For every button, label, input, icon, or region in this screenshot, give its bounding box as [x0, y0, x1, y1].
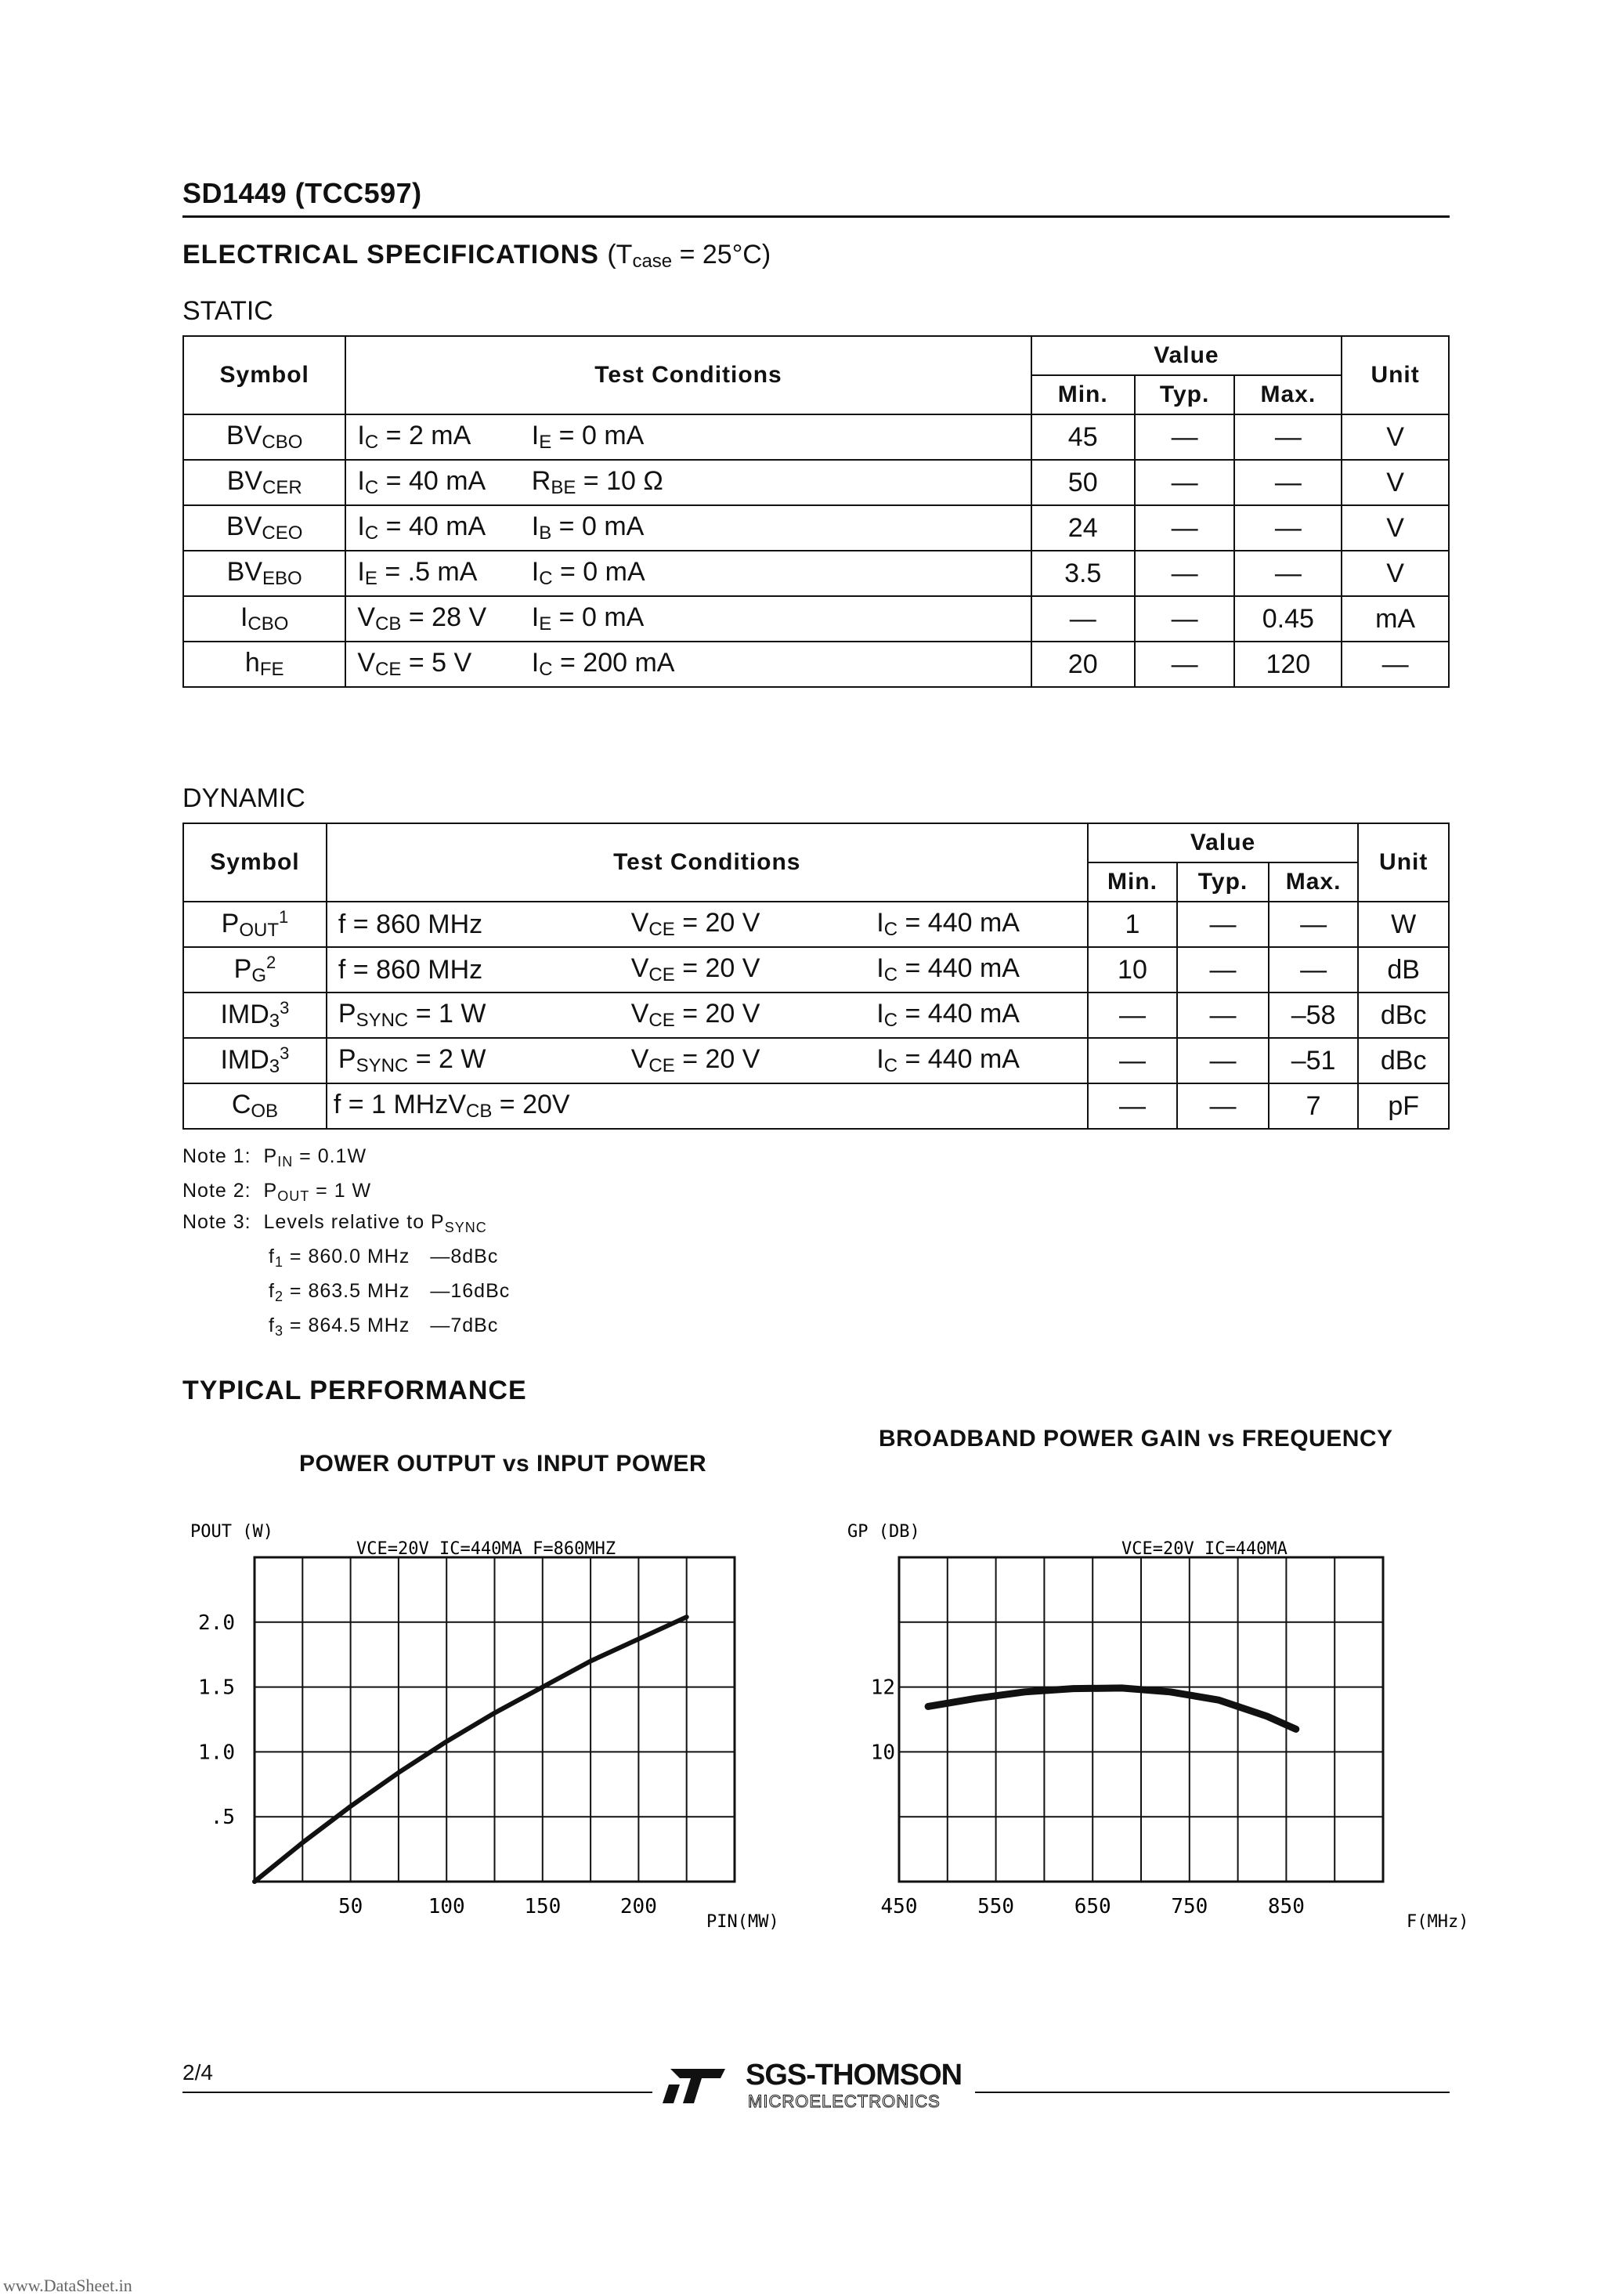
- x-tick-label: 750: [1171, 1895, 1208, 1918]
- y-tick-label: 1.5: [198, 1676, 235, 1700]
- condition-3-cell: $I_C = 440$ mA: [865, 993, 1087, 1038]
- condition-2-cell: $I_C = 0$ mA: [521, 551, 1031, 596]
- min-cell: —: [1088, 1083, 1178, 1129]
- header-test-conditions: Test Conditions: [345, 336, 1031, 414]
- max-cell: —: [1234, 414, 1342, 460]
- max-cell: —: [1269, 902, 1359, 947]
- unit-cell: mA: [1342, 596, 1449, 642]
- y-tick-label: 1.0: [198, 1741, 235, 1765]
- condition-2-cell: $V_{CE} = 20$ V: [620, 1038, 866, 1083]
- min-cell: 3.5: [1031, 551, 1135, 596]
- note-1: Note 1: $P_{IN} = 0.1W$: [182, 1145, 367, 1170]
- symbol-cell: $P_{OUT}^1$: [183, 902, 327, 947]
- brand-subtitle: MICROELECTRONICS: [748, 2092, 941, 2111]
- case-temperature-condition: $(T_{case} = 25^\circ C)$: [607, 240, 771, 272]
- unit-cell: V: [1342, 505, 1449, 551]
- condition-3-cell: $I_C = 440$ mA: [865, 1038, 1087, 1083]
- x-tick-label: 50: [338, 1895, 363, 1918]
- header-max: Max.: [1234, 375, 1342, 414]
- condition-2-cell: $R_{BE} = 10$ Ω: [521, 460, 1031, 505]
- unit-cell: V: [1342, 551, 1449, 596]
- max-cell: 120: [1234, 642, 1342, 687]
- header-unit: Unit: [1342, 336, 1449, 414]
- min-cell: —: [1088, 993, 1178, 1038]
- header-symbol: Symbol: [183, 823, 327, 902]
- y-axis-label: GP (DB): [847, 1522, 920, 1542]
- condition-2-cell: $V_{CE} = 20$ V: [620, 902, 866, 947]
- unit-cell: W: [1358, 902, 1449, 947]
- min-cell: —: [1088, 1038, 1178, 1083]
- max-cell: —: [1234, 460, 1342, 505]
- page-number: 2/4: [182, 2060, 213, 2084]
- condition-1-cell: $V_{CB} = 28$ V: [345, 596, 520, 642]
- x-tick-label: 650: [1074, 1895, 1111, 1918]
- unit-cell: V: [1342, 460, 1449, 505]
- footer-rule-right: [975, 2092, 1450, 2093]
- condition-1-cell: $V_{CE} = 5$ V: [345, 642, 520, 687]
- symbol-cell: $IMD_3^3$: [183, 993, 327, 1038]
- symbol-cell: $BV_{CEO}$: [183, 505, 345, 551]
- x-axis-label: F(MHz): [1407, 1912, 1469, 1932]
- unit-cell: dBc: [1358, 1038, 1449, 1083]
- condition-1-cell: $I_C = 40$ mA: [345, 460, 520, 505]
- typ-cell: —: [1177, 902, 1269, 947]
- unit-cell: V: [1342, 414, 1449, 460]
- typical-performance-heading: TYPICAL PERFORMANCE: [182, 1376, 527, 1405]
- condition-2-cell: $V_{CE} = 20$ V: [620, 993, 866, 1038]
- condition-2-cell: $I_E = 0$ mA: [521, 596, 1031, 642]
- chart-annotation: VCE=20V IC=440MA: [1121, 1539, 1288, 1559]
- typ-cell: —: [1135, 460, 1235, 505]
- typ-cell: —: [1135, 414, 1235, 460]
- condition-1-cell: $I_E = .5$ mA: [345, 551, 520, 596]
- series-line: [928, 1688, 1296, 1730]
- document-title: SD1449 (TCC597): [182, 177, 422, 209]
- symbol-cell: $h_{FE}$: [183, 642, 345, 687]
- unit-cell: —: [1342, 642, 1449, 687]
- chart-annotation: VCE=20V IC=440MA F=860MHZ: [356, 1539, 616, 1559]
- condition-2-cell: $I_C = 200$ mA: [521, 642, 1031, 687]
- chart-1-title: POWER OUTPUT vs INPUT POWER: [299, 1451, 707, 1477]
- header-max: Max.: [1269, 862, 1359, 902]
- x-tick-label: 200: [619, 1895, 657, 1918]
- brand-name: SGS-THOMSON: [746, 2059, 962, 2092]
- typ-cell: —: [1177, 947, 1269, 993]
- header-value: Value: [1088, 823, 1359, 862]
- series-line: [255, 1617, 687, 1882]
- tone-line: $f_1 = 860.0$ MHz —8dBc: [269, 1246, 499, 1270]
- condition-cell: f = 1 MHzV$_{CB}$ = 20V: [327, 1083, 1088, 1129]
- header-typ: Typ.: [1177, 862, 1269, 902]
- note-2: Note 2: $P_{OUT} = 1$ W: [182, 1180, 372, 1204]
- max-cell: —: [1234, 505, 1342, 551]
- y-tick-label: .5: [210, 1806, 235, 1830]
- st-logo-icon: [663, 2064, 727, 2106]
- static-label: STATIC: [182, 296, 273, 326]
- watermark: www.DataSheet.in: [3, 2276, 132, 2295]
- symbol-cell: $I_{CBO}$: [183, 596, 345, 642]
- note-3: Note 3: Levels relative to $P_{SYNC}$: [182, 1211, 487, 1235]
- x-tick-label: 100: [428, 1895, 465, 1918]
- typ-cell: —: [1135, 642, 1235, 687]
- x-tick-label: 150: [524, 1895, 562, 1918]
- min-cell: 20: [1031, 642, 1135, 687]
- typ-cell: —: [1177, 1038, 1269, 1083]
- min-cell: 50: [1031, 460, 1135, 505]
- symbol-cell: $BV_{CBO}$: [183, 414, 345, 460]
- symbol-cell: $BV_{CER}$: [183, 460, 345, 505]
- unit-cell: dB: [1358, 947, 1449, 993]
- condition-1-cell: f = 860 MHz: [327, 947, 620, 993]
- min-cell: 45: [1031, 414, 1135, 460]
- chart-2-title: BROADBAND POWER GAIN vs FREQUENCY: [879, 1426, 1393, 1452]
- min-cell: —: [1031, 596, 1135, 642]
- unit-cell: dBc: [1358, 993, 1449, 1038]
- header-unit: Unit: [1358, 823, 1449, 902]
- symbol-cell: $C_{OB}$: [183, 1083, 327, 1129]
- condition-2-cell: $V_{CE} = 20$ V: [620, 947, 866, 993]
- header-min: Min.: [1088, 862, 1178, 902]
- typ-cell: —: [1177, 993, 1269, 1038]
- min-cell: 10: [1088, 947, 1178, 993]
- typ-cell: —: [1135, 551, 1235, 596]
- condition-2-cell: $I_E = 0$ mA: [521, 414, 1031, 460]
- unit-cell: pF: [1358, 1083, 1449, 1129]
- symbol-cell: $IMD_3^3$: [183, 1038, 327, 1083]
- min-cell: 1: [1088, 902, 1178, 947]
- tone-line: $f_2 = 863.5$ MHz —16dBc: [269, 1280, 511, 1304]
- max-cell: 7: [1269, 1083, 1359, 1129]
- condition-3-cell: $I_C = 440$ mA: [865, 902, 1087, 947]
- symbol-cell: $BV_{EBO}$: [183, 551, 345, 596]
- y-tick-label: 2.0: [198, 1611, 235, 1635]
- y-axis-label: POUT (W): [190, 1522, 273, 1542]
- electrical-specs-title: ELECTRICAL SPECIFICATIONS: [182, 240, 599, 269]
- max-cell: —: [1269, 947, 1359, 993]
- condition-3-cell: $I_C = 440$ mA: [865, 947, 1087, 993]
- st-logo: [663, 2064, 727, 2106]
- footer-rule-left: [182, 2092, 652, 2093]
- tone-line: $f_3 = 864.5$ MHz —7dBc: [269, 1314, 499, 1339]
- condition-1-cell: $I_C = 40$ mA: [345, 505, 520, 551]
- condition-1-cell: $P_{SYNC} = 1$ W: [327, 993, 620, 1038]
- header-value: Value: [1031, 336, 1342, 375]
- header-typ: Typ.: [1135, 375, 1235, 414]
- header-test-conditions: Test Conditions: [327, 823, 1088, 902]
- max-cell: 0.45: [1234, 596, 1342, 642]
- typ-cell: —: [1135, 505, 1235, 551]
- dynamic-label: DYNAMIC: [182, 783, 305, 813]
- typ-cell: —: [1135, 596, 1235, 642]
- condition-1-cell: $I_C = 2$ mA: [345, 414, 520, 460]
- header-min: Min.: [1031, 375, 1135, 414]
- y-tick-label: 12: [870, 1676, 895, 1700]
- condition-1-cell: f = 860 MHz: [327, 902, 620, 947]
- max-cell: –51: [1269, 1038, 1359, 1083]
- max-cell: –58: [1269, 993, 1359, 1038]
- header-symbol: Symbol: [183, 336, 345, 414]
- condition-2-cell: $I_B = 0$ mA: [521, 505, 1031, 551]
- min-cell: 24: [1031, 505, 1135, 551]
- x-axis-label: PIN(MW): [706, 1912, 779, 1932]
- x-tick-label: 550: [977, 1895, 1015, 1918]
- symbol-cell: $P_G^2$: [183, 947, 327, 993]
- x-tick-label: 850: [1267, 1895, 1305, 1918]
- x-tick-label: 450: [880, 1895, 918, 1918]
- y-tick-label: 10: [870, 1741, 895, 1765]
- condition-1-cell: $P_{SYNC} = 2$ W: [327, 1038, 620, 1083]
- max-cell: —: [1234, 551, 1342, 596]
- typ-cell: —: [1177, 1083, 1269, 1129]
